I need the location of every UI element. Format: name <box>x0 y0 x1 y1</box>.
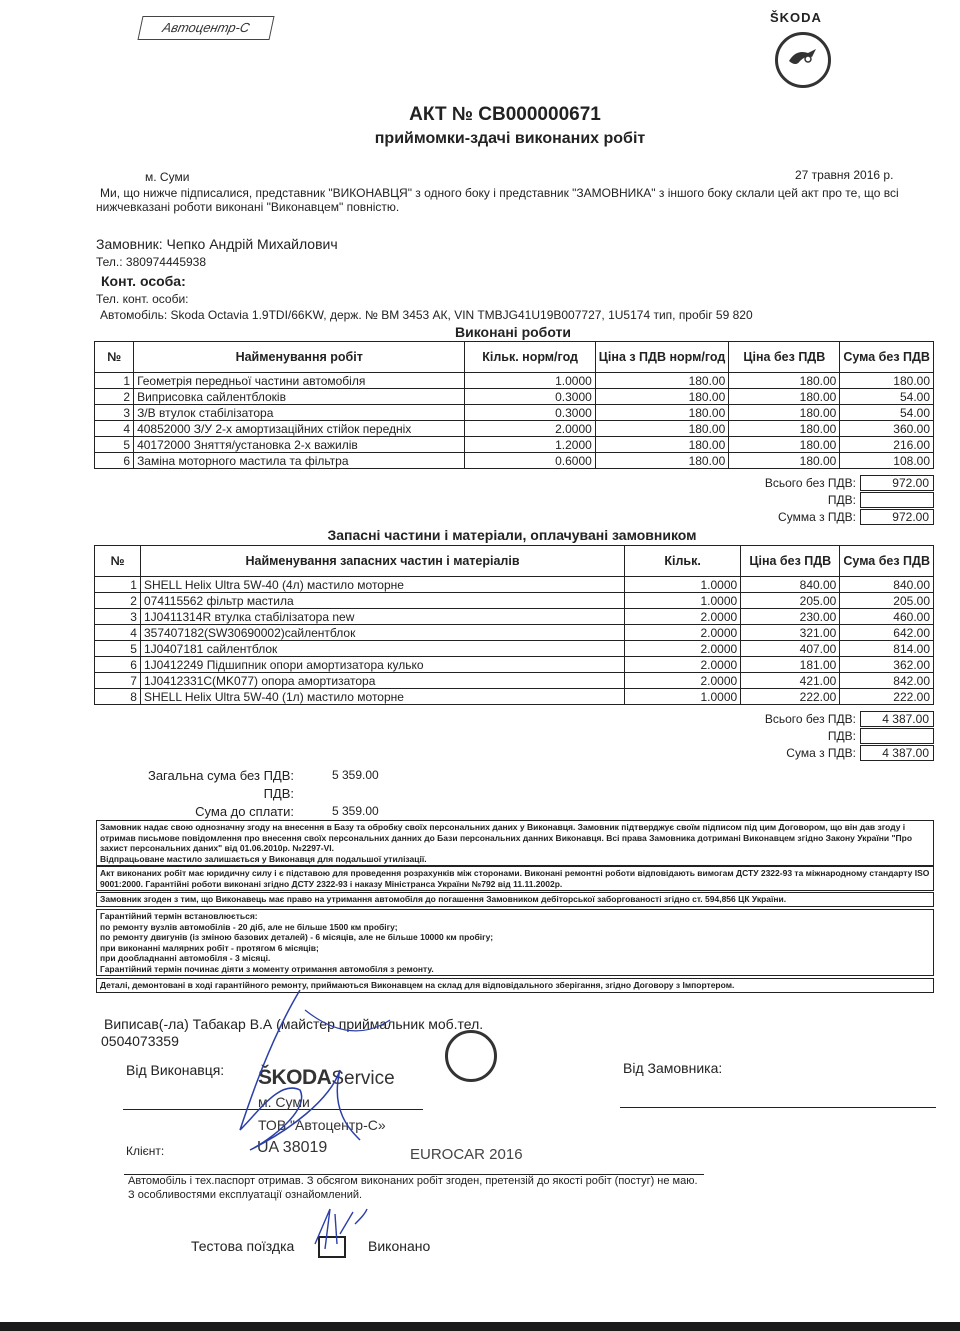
works-header-5: Сума без ПДВ <box>840 342 934 373</box>
works-cell: 5 <box>95 437 134 453</box>
works-cell: 180.00 <box>729 453 840 469</box>
parts-cell: 407.00 <box>741 641 840 657</box>
works-cell: 180.00 <box>595 405 728 421</box>
parts-cell: 1J0407181 сайлентблок <box>140 641 624 657</box>
works-cell: 180.00 <box>595 421 728 437</box>
parts-cell: 205.00 <box>840 593 934 609</box>
works-cell: 3 <box>95 405 134 421</box>
works-cell: 40172000 Зняття/установка 2-х важилів <box>134 437 465 453</box>
parts-cell: 642.00 <box>840 625 934 641</box>
parts-cell: 222.00 <box>840 689 934 705</box>
parts-cell: 357407182(SW30690002)сайлентблок <box>140 625 624 641</box>
parts-cell: 321.00 <box>741 625 840 641</box>
parts-header-3: Ціна без ПДВ <box>741 546 840 577</box>
parts-cell: 1.0000 <box>625 577 741 593</box>
works-header-3: Ціна з ПДВ норм/год <box>595 342 728 373</box>
parts-cell: 181.00 <box>741 657 840 673</box>
parts-total-w-vat: 4 387.00 <box>860 745 934 761</box>
works-totals <box>640 474 934 525</box>
works-cell: 0.3000 <box>465 405 595 421</box>
vehicle-info: Автомобіль: Skoda Octavia 1.9TDI/66KW, держ. № ВМ 3453 АК, VIN TMBJG41U19B007727, 1U5174 тип, пробіг 59 820 <box>100 308 753 322</box>
works-cell: 54.00 <box>840 389 934 405</box>
works-section-title: Виконані роботи <box>455 324 571 340</box>
table-row <box>95 453 934 469</box>
works-vat-label: ПДВ: <box>827 492 856 507</box>
works-cell: 180.00 <box>840 373 934 389</box>
works-cell: 180.00 <box>595 437 728 453</box>
client-label: Клієнт: <box>126 1144 165 1158</box>
parts-header-4: Сума без ПДВ <box>840 546 934 577</box>
works-total-w-vat: 972.00 <box>860 509 934 525</box>
parts-cell: 1.0000 <box>625 689 741 705</box>
issued-phone: 0504073359 <box>101 1033 179 1049</box>
parts-header-2: Кільк. <box>625 546 741 577</box>
works-cell: 40852000 З/У 2-х амортизаційних стійок передніх <box>134 421 465 437</box>
parts-cell: 421.00 <box>741 673 840 689</box>
works-cell: 2 <box>95 389 134 405</box>
works-cell: 180.00 <box>729 405 840 421</box>
stamp-company: ТОВ "Автоцентр-С» <box>258 1117 386 1133</box>
works-cell: 6 <box>95 453 134 469</box>
grand-vat-label: ПДВ: <box>263 785 294 801</box>
works-cell: Виприсовка сайлентблоків <box>134 389 465 405</box>
table-row <box>95 389 934 405</box>
parts-total-wo-vat-label: Всього без ПДВ: <box>764 711 856 726</box>
parts-cell: 2.0000 <box>625 657 741 673</box>
parts-cell: SHELL Helix Ultra 5W-40 (4л) мастило моторне <box>140 577 624 593</box>
table-row <box>95 609 934 625</box>
parts-cell: 222.00 <box>741 689 840 705</box>
parts-cell: 074115562 фільтр мастила <box>140 593 624 609</box>
parts-cell: 2.0000 <box>625 673 741 689</box>
parts-cell: 8 <box>95 689 141 705</box>
parts-header-1: Найменування запасних частин і матеріалів <box>140 546 624 577</box>
works-total-wo-vat: 972.00 <box>860 475 934 491</box>
works-table <box>94 341 934 469</box>
works-cell: 180.00 <box>729 389 840 405</box>
parts-cell: SHELL Helix Ultra 5W-40 (1л) мастило моторне <box>140 689 624 705</box>
parts-section-title: Запасні частини і матеріали, оплачувані замовником <box>327 527 697 543</box>
legal-oil-text: Відпрацьоване мастило залишається у Виконавця для подальшої утилізації. <box>100 853 427 864</box>
legal-retention-text: Замовник згоден з тим, що Виконавець має право на утримання автомобіля до погашення Замовником дебіторської заборгованості згідно ст. 594,856 ЦК України. <box>96 892 934 907</box>
grand-payable: 5 359.00 <box>332 804 379 818</box>
warranty-line: Гарантійний термін починає діяти з моменту отримання автомобіля з ремонту. <box>100 963 434 974</box>
works-cell: З/В втулок стабілізатора <box>134 405 465 421</box>
contact-phone-label: Тел. конт. особи: <box>96 292 189 306</box>
works-total-wo-vat-label: Всього без ПДВ: <box>764 475 856 490</box>
works-cell: 0.3000 <box>465 389 595 405</box>
act-date: 27 травня 2016 р. <box>795 168 894 182</box>
parts-cell: 2.0000 <box>625 609 741 625</box>
works-cell: 180.00 <box>595 453 728 469</box>
stamp-brand: ŠKODA <box>258 1066 332 1089</box>
works-cell: 180.00 <box>595 373 728 389</box>
works-cell: 1 <box>95 373 134 389</box>
parts-cell: 5 <box>95 641 141 657</box>
parts-cell: 4 <box>95 625 141 641</box>
works-cell: 54.00 <box>840 405 934 421</box>
works-cell: 216.00 <box>840 437 934 453</box>
received-note: Автомобіль і тех.паспорт отримав. З обсягом виконаних робіт згоден, претензій до якості робіт (постуг) не маю. <box>128 1175 698 1187</box>
works-cell: 0.6000 <box>465 453 595 469</box>
table-row <box>95 641 934 657</box>
dealer-logo: Автоцентр-С <box>137 16 274 40</box>
done-label: Виконано <box>368 1238 431 1254</box>
grand-total-wo-vat: 5 359.00 <box>332 768 379 782</box>
executor-signature-scribble <box>210 980 470 1160</box>
parts-vat-label: ПДВ: <box>827 728 856 743</box>
skoda-winged-arrow-icon <box>775 32 831 88</box>
parts-cell: 6 <box>95 657 141 673</box>
table-row <box>95 421 934 437</box>
customer-phone: Тел.: 380974445938 <box>96 255 207 269</box>
customer-name: Замовник: Чепко Андрій Михайлович <box>96 236 338 252</box>
parts-cell: 230.00 <box>741 609 840 625</box>
familiar-note: З особливостями експлуатації ознайомлений. <box>128 1189 363 1201</box>
brand-wordmark: ŠKODA <box>770 10 822 25</box>
parts-cell: 1.0000 <box>625 593 741 609</box>
parts-vat <box>860 728 934 744</box>
parts-cell: 2 <box>95 593 141 609</box>
legal-force-text: Акт виконаних робіт має юридичну силу і є підставою для проведення розрахунків між сторонами. Виконані ремонтні роботи відповідають вимогам ДСТУ 2322-93 та міжнародному стандарту ISO 9001:2000. Гарантійні роботи виконані згідно ДСТУ 2322-93 і наказу Міністранса України №792 від 11.11.2002р. <box>96 866 934 891</box>
works-header-1: Найменування робіт <box>134 342 465 373</box>
table-row <box>95 373 934 389</box>
table-row <box>95 437 934 453</box>
parts-cell: 840.00 <box>840 577 934 593</box>
warranty-line: по ремонту вузлів автомобілів - 20 діб, але не більше 1500 км пробігу; <box>100 921 398 932</box>
act-title: АКТ № СВ000000671 <box>409 104 601 125</box>
stamp-city: м. Суми <box>258 1094 310 1110</box>
grand-totals <box>130 766 400 820</box>
legal-consent-text: Замовник надає свою однозначну згоду на внесення в Базу та обробку своїх персональних даних у Виконавця. Замовник підтверджує своїм підписом під цим Договором, що він дав згоду і отримав письмове повідомлення про внесення своїх персональних данних до Бази персональних данних Виконавця. Всі права Замовника дотримані Виконавцем згідно Закону України "Про захист персональних даних" від 01.06.2010р. №2297-VI. <box>100 822 913 853</box>
table-row <box>95 673 934 689</box>
stamp-service: Service <box>331 1068 395 1089</box>
table-row <box>95 625 934 641</box>
checkbox-signature-scribble <box>305 1204 375 1254</box>
legal-parts-note: Деталі, демонтовані в ході гарантійного ремонту, приймаються Виконавцем на склад для відповідального зберігання, згідно Договору з Імпортером. <box>96 978 934 993</box>
works-cell: 108.00 <box>840 453 934 469</box>
works-header-4: Ціна без ПДВ <box>729 342 840 373</box>
works-cell: Заміна моторного мастила та фільтра <box>134 453 465 469</box>
parts-cell: 1J0412331C(MK077) опора амортизатора <box>140 673 624 689</box>
works-cell: Геометрія передньої частини автомобіля <box>134 373 465 389</box>
works-cell: 180.00 <box>729 421 840 437</box>
parts-cell: 814.00 <box>840 641 934 657</box>
parts-cell: 2.0000 <box>625 641 741 657</box>
customer-signature-label: Від Замовника: <box>623 1060 723 1076</box>
parts-cell: 7 <box>95 673 141 689</box>
contact-person-label: Конт. особа: <box>101 273 186 289</box>
works-cell: 180.00 <box>729 373 840 389</box>
parts-cell: 2.0000 <box>625 625 741 641</box>
works-header-2: Кільк. норм/год <box>465 342 595 373</box>
grand-payable-label: Сума до сплати: <box>195 803 294 819</box>
warranty-line: при дообладнанні автомобіля - 3 місяці. <box>100 953 271 963</box>
parts-cell: 1 <box>95 577 141 593</box>
works-header-0: № <box>95 342 134 373</box>
warranty-line: по ремонту двигунів (із зміною базових деталей) - 6 місяців, але не більше 10000 км пробігу; <box>100 932 494 942</box>
parts-cell: 1J0411314R втулка стабілізатора new <box>140 609 624 625</box>
parts-total-w-vat-label: Сума з ПДВ: <box>786 745 856 760</box>
table-row <box>95 657 934 673</box>
parts-total-wo-vat: 4 387.00 <box>860 711 934 727</box>
works-cell: 180.00 <box>595 389 728 405</box>
works-cell: 4 <box>95 421 134 437</box>
scan-bottom-edge <box>0 1322 960 1331</box>
table-row <box>95 405 934 421</box>
warranty-line: при виконанні малярних робіт - протягом 6 місяців; <box>100 942 319 953</box>
executor-label: Від Виконавця: <box>126 1062 225 1078</box>
works-vat <box>860 492 934 508</box>
works-cell: 360.00 <box>840 421 934 437</box>
table-row <box>95 577 934 593</box>
parts-cell: 840.00 <box>741 577 840 593</box>
parts-cell: 3 <box>95 609 141 625</box>
table-row <box>95 689 934 705</box>
parts-cell: 205.00 <box>741 593 840 609</box>
parts-cell: 362.00 <box>840 657 934 673</box>
warranty-line: Гарантійний термін встановлюється: <box>100 911 258 921</box>
stamp-eurocar: EUROCAR 2016 <box>410 1146 523 1163</box>
works-total-w-vat-label: Сумма з ПДВ: <box>778 509 856 524</box>
legal-warranty-block <box>96 909 934 976</box>
works-cell: 1.0000 <box>465 373 595 389</box>
legal-consent-block <box>96 820 934 866</box>
parts-cell: 842.00 <box>840 673 934 689</box>
parts-table <box>94 545 934 705</box>
table-row <box>95 593 934 609</box>
act-intro: Ми, що нижче підписалися, представник "ВИКОНАВЦЯ" з одного боку і представник "ЗАМОВНИКА" з іншого боку склали цей акт про те, що всі нижчевказані роботи виконані "Виконавцем" повністю. <box>96 186 899 214</box>
act-city: м. Суми <box>145 170 190 184</box>
works-cell: 1.2000 <box>465 437 595 453</box>
parts-totals <box>640 710 934 761</box>
parts-cell: 460.00 <box>840 609 934 625</box>
grand-total-wo-vat-label: Загальна сума без ПДВ: <box>147 767 294 783</box>
parts-cell: 1J0412249 Підшипник опори амортизатора кулько <box>140 657 624 673</box>
works-cell: 180.00 <box>729 437 840 453</box>
issued-by: Виписав(-ла) Табакар В.А (майстер приймальник моб.тел. <box>104 1016 484 1032</box>
test-drive-label: Тестова поїздка <box>191 1238 295 1254</box>
act-subtitle: приймомки-здачі виконаних робіт <box>374 130 646 147</box>
parts-header-0: № <box>95 546 141 577</box>
works-cell: 2.0000 <box>465 421 595 437</box>
stamp-code: UA 38019 <box>257 1139 328 1156</box>
customer-signature-line <box>620 1107 936 1108</box>
